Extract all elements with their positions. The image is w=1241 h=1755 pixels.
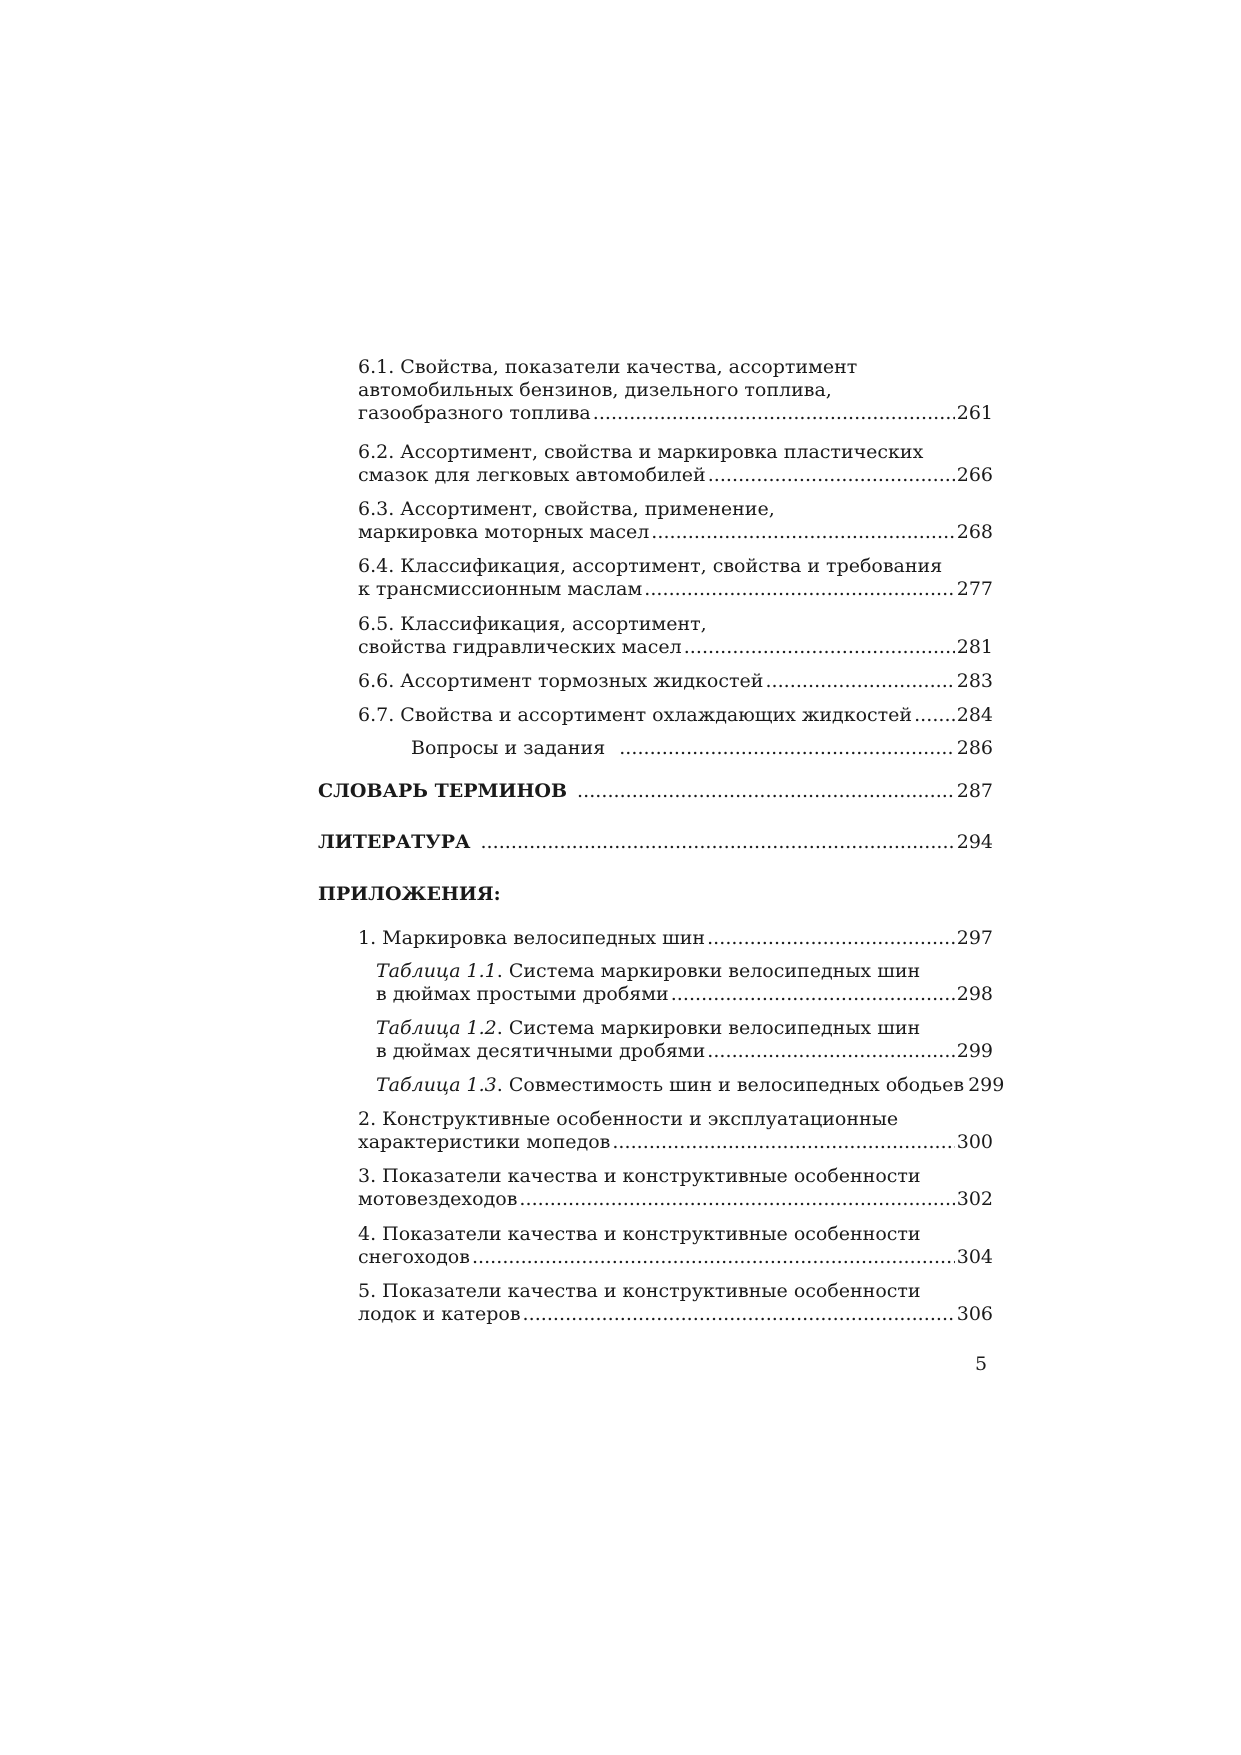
toc-entry-text: характеристики мопедов	[358, 1131, 611, 1153]
toc-entry-text: 6.3. Ассортимент, свойства, применение,	[358, 498, 775, 520]
toc-page-number: 299	[968, 1074, 1005, 1096]
toc-appendix-1[interactable]	[318, 927, 993, 950]
toc-page-number: 300	[956, 1131, 993, 1153]
table-title: . Система маркировки велосипедных шин	[496, 1017, 921, 1039]
toc-entry-text: 6.2. Ассортимент, свойства и маркировка пластических	[358, 441, 924, 463]
toc-entry-text: 1. Маркировка велосипедных шин	[358, 927, 706, 949]
toc-entry-text: маркировка моторных масел	[358, 521, 650, 543]
toc-page-number: 304	[956, 1246, 993, 1268]
table-label: Таблица 1.2	[376, 1017, 497, 1039]
toc-entry-text: снегоходов	[358, 1246, 470, 1268]
toc-entry-6-7[interactable]	[318, 704, 993, 727]
page-number: 5	[975, 1353, 988, 1375]
table-label: Таблица 1.1	[376, 960, 497, 982]
toc-appendix-2[interactable]	[318, 1108, 993, 1154]
toc-entry-text	[376, 1017, 993, 1040]
toc-section-title: СЛОВАРЬ ТЕРМИНОВ	[318, 780, 568, 802]
toc-page-number: 261	[956, 402, 993, 424]
toc-page-number: 302	[956, 1188, 993, 1210]
toc-page-number: 294	[956, 831, 993, 853]
toc-appendix-5[interactable]	[318, 1280, 993, 1326]
toc-entry-text: автомобильных бензинов, дизельного топлива,	[358, 379, 832, 401]
toc-entry-text: 5. Показатели качества и конструктивные особенности	[358, 1280, 921, 1302]
toc-entry-text: лодок и катеров	[358, 1303, 521, 1325]
toc-table-1-1[interactable]	[318, 960, 993, 1006]
toc-entry-6-4[interactable]	[318, 555, 993, 601]
table-title: . Система маркировки велосипедных шин	[496, 960, 921, 982]
toc-entry-text: в дюймах десятичными дробями	[376, 1040, 706, 1062]
toc-entry-6-5[interactable]	[318, 613, 993, 659]
toc-page-number: 268	[956, 521, 993, 543]
toc-page-number: 287	[956, 780, 993, 802]
toc-entry-text: 3. Показатели качества и конструктивные особенности	[358, 1165, 921, 1187]
toc-entry-6-1[interactable]	[318, 356, 993, 425]
toc-page-number: 306	[956, 1303, 993, 1325]
toc-entry-questions[interactable]	[411, 737, 993, 760]
toc-entry-text: газообразного топлива	[358, 402, 591, 424]
toc-entry-6-2[interactable]	[318, 441, 993, 487]
toc-entry-text: в дюймах простыми дробями	[376, 983, 669, 1005]
toc-page-number: 281	[956, 636, 993, 658]
toc-entry-text	[376, 960, 993, 983]
toc-appendix-4[interactable]	[318, 1223, 993, 1269]
toc-section-title: ЛИТЕРАТУРА	[318, 831, 471, 853]
toc-page-number: 283	[956, 670, 993, 692]
toc-page-number: 266	[956, 464, 993, 486]
toc-entry-text: свойства гидравлических масел	[358, 636, 682, 658]
toc-entry-glossary[interactable]	[318, 780, 993, 803]
toc-page-number: 297	[956, 927, 993, 949]
toc-entry-text: 6.1. Свойства, показатели качества, ассортимент	[358, 356, 858, 378]
toc-page-number: 286	[956, 737, 993, 759]
toc-entry-text: смазок для легковых автомобилей	[358, 464, 706, 486]
toc-entry-text: 6.4. Классификация, ассортимент, свойства и требования	[358, 555, 943, 577]
toc-section-title: ПРИЛОЖЕНИЯ:	[318, 883, 501, 905]
toc-entry-text: 6.6. Ассортимент тормозных жидкостей	[358, 670, 764, 692]
toc-page-number: 284	[956, 704, 993, 726]
table-label: Таблица 1.3	[376, 1074, 497, 1096]
toc-entry-text: 4. Показатели качества и конструктивные особенности	[358, 1223, 921, 1245]
toc-appendices-heading	[318, 883, 993, 906]
toc-table-1-3[interactable]	[318, 1074, 1005, 1097]
toc-entry-literature[interactable]	[318, 831, 993, 854]
toc-page-number: 277	[956, 578, 993, 600]
toc-page-number: 299	[956, 1040, 993, 1062]
toc-entry-text: 6.5. Классификация, ассортимент,	[358, 613, 707, 635]
toc-table-1-2[interactable]	[318, 1017, 993, 1063]
toc-entry-text: Вопросы и задания	[411, 737, 606, 759]
toc-entry-text: мотовездеходов	[358, 1188, 518, 1210]
toc-entry-text: к трансмиссионным маслам	[358, 578, 643, 600]
toc-entry-6-3[interactable]	[318, 498, 993, 544]
toc-page-number: 298	[956, 983, 993, 1005]
toc-entry-text: 6.7. Свойства и ассортимент охлаждающих жидкостей	[358, 704, 913, 726]
toc-entry-text: 2. Конструктивные особенности и эксплуатационные	[358, 1108, 899, 1130]
toc-appendix-3[interactable]	[318, 1165, 993, 1211]
table-title: . Совместимость шин и велосипедных ободьев	[496, 1074, 965, 1096]
toc-entry-6-6[interactable]	[318, 670, 993, 693]
